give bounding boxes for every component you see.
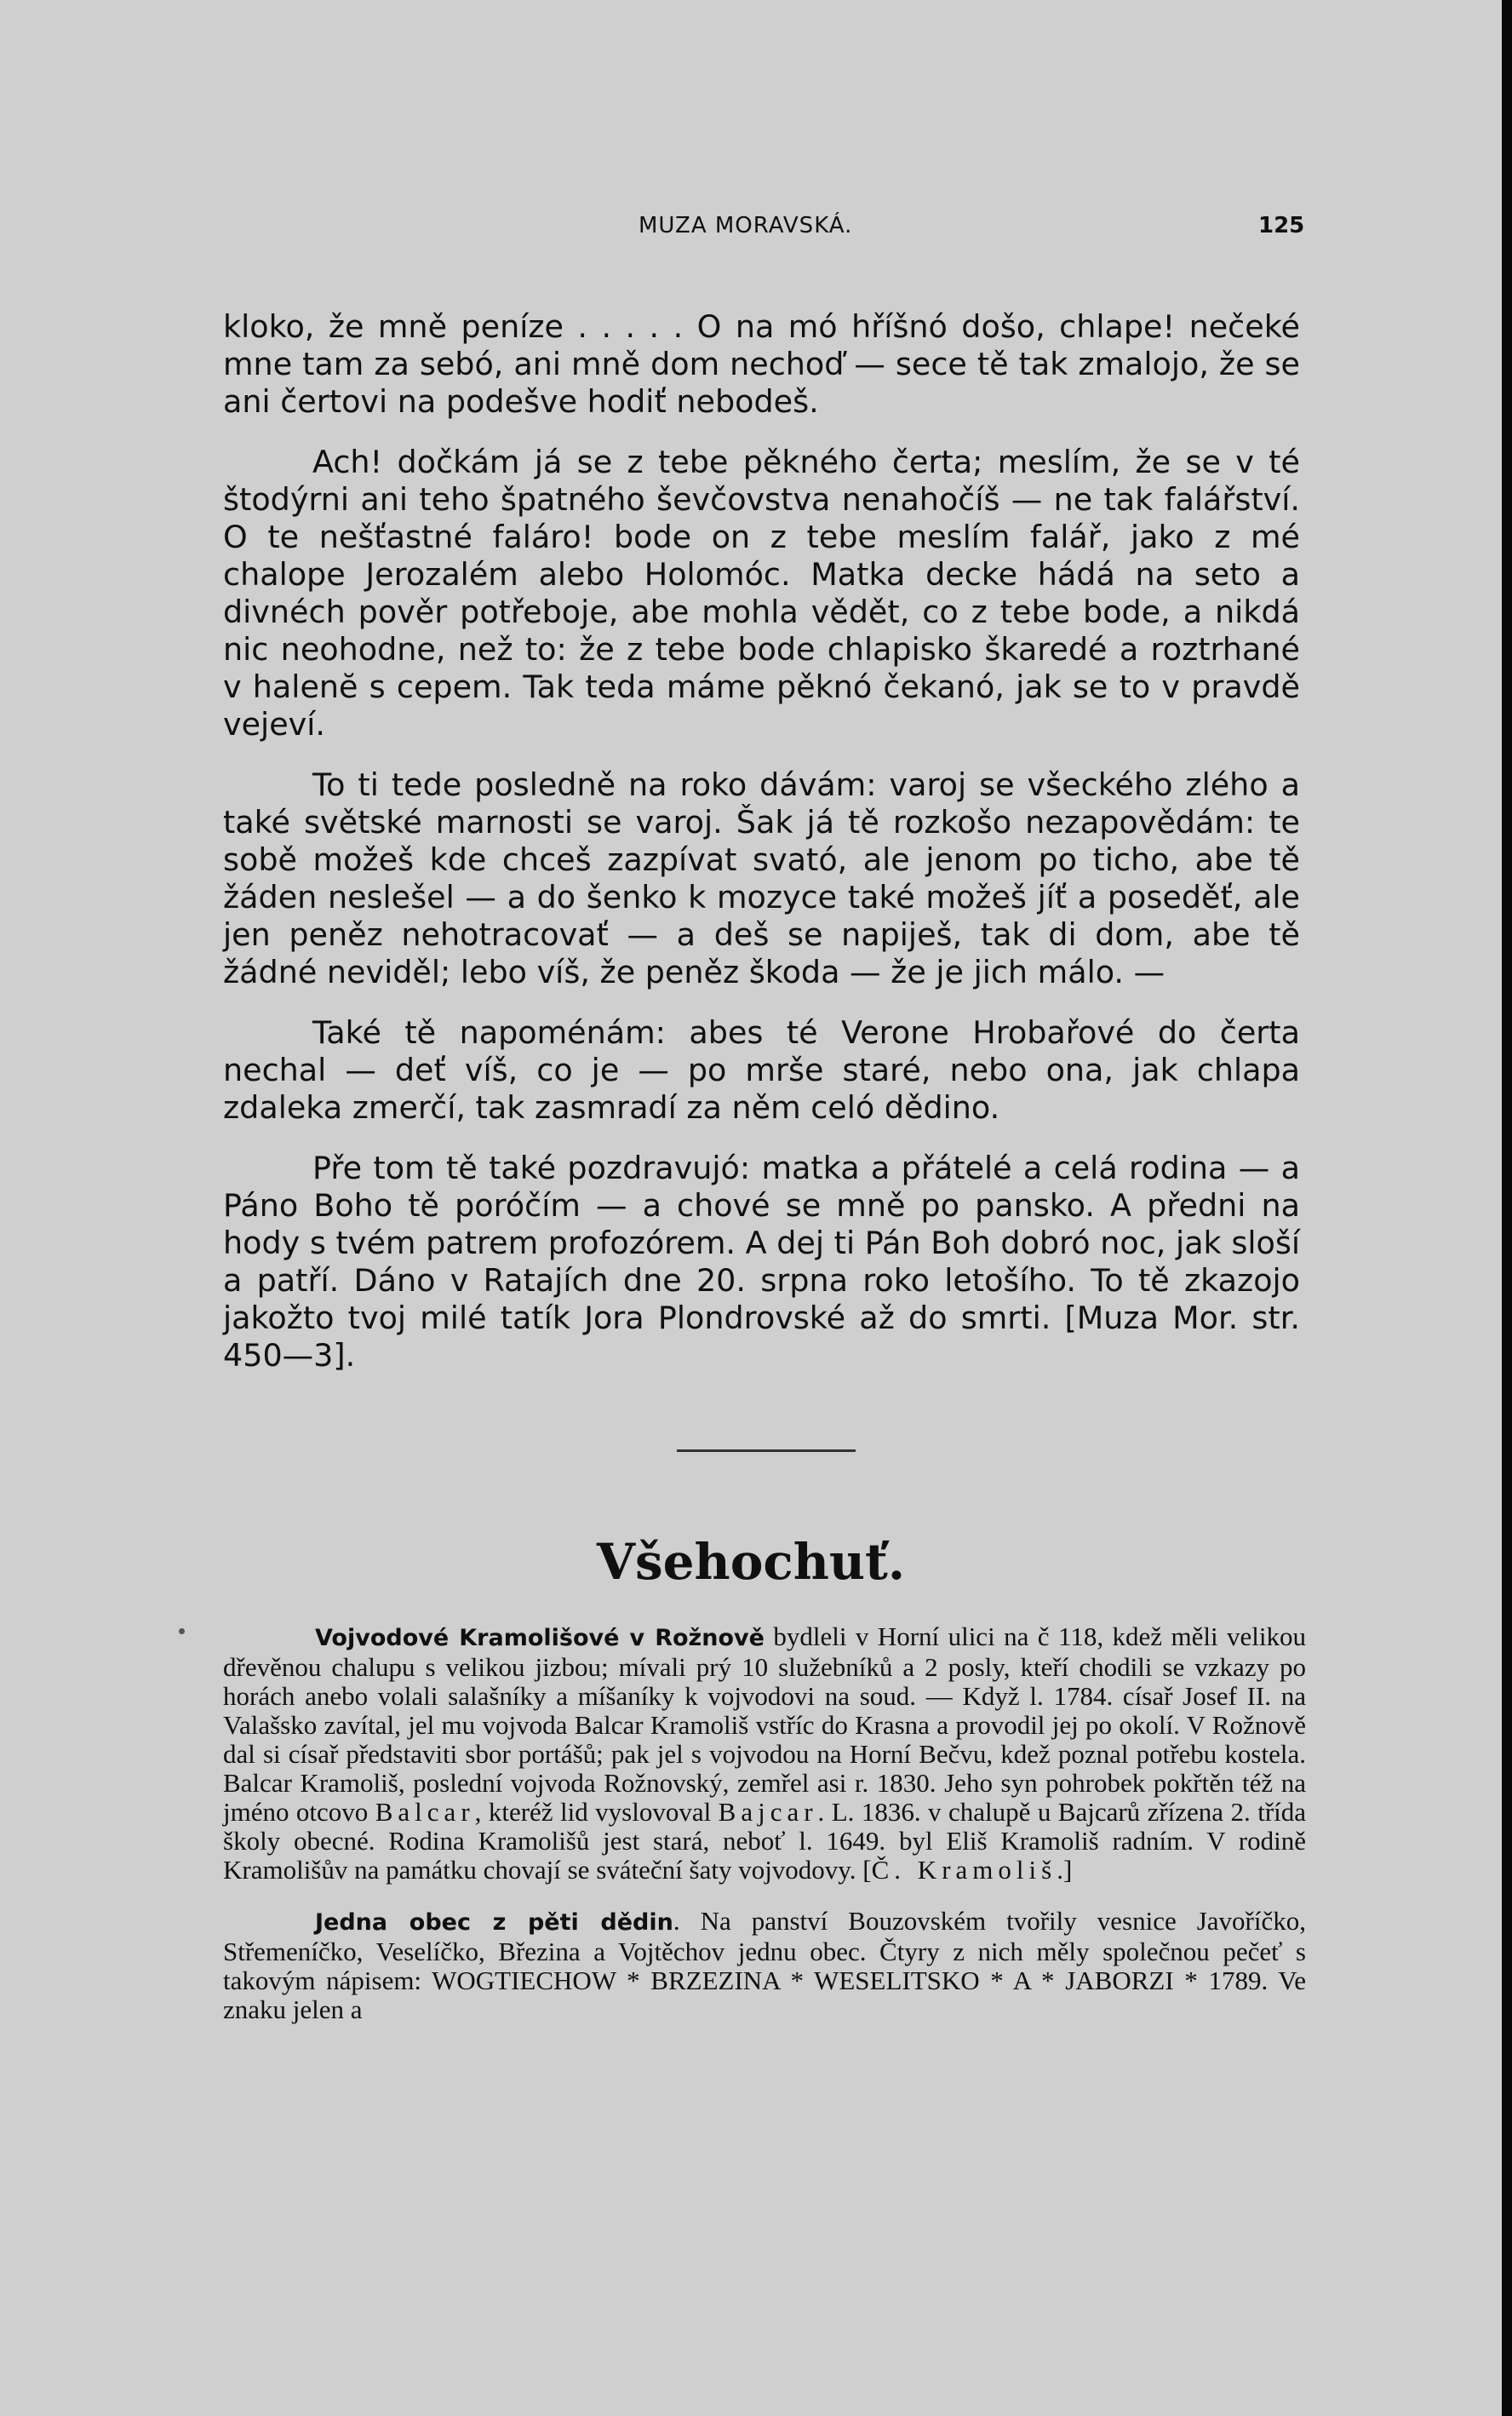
section-title: Všehochuť. — [596, 1533, 906, 1591]
note-signature: Č. Kramoliš — [871, 1855, 1057, 1885]
page-number: 125 — [1258, 213, 1305, 238]
note-name: Balcar — [375, 1797, 475, 1827]
page-edge — [1502, 0, 1512, 2416]
notes-section — [223, 1622, 1306, 2046]
letter-paragraph: Ach! dočkám já se z tebe pěkného čerta; meslím, že se v té štodýrni ani teho špatného ševčovstva nenahočíš — ne tak falářství. O te nešťastné faláro! bode on z tebe meslím falář, jako z mé chalope Jerozalém alebo Holomóc. Matka decke hádá na seto a divnéch pověr potřeboje, abe mohla vědět, co z tebe bode, a nikdá nic neohodne, než to: že z tebe bode chlapisko škaredé a roztrhané v halenĕ s cepem. Tak teda máme pěknó čekanó, jak se to v pravdě vejeví. — [223, 444, 1300, 743]
letter-paragraph: Pře tom tě také pozdravujó: matka a přátelé a celá rodina — a Páno Boho tě poróčím — a chové se mně po pansko. A předni na hody s tvém patrem profozórem. A dej ti Pán Boh dobró noc, jak sloší a patří. Dáno v Ratajích dne 20. srpna roko letošího. To tě zkazojo jakožto tvoj milé tatík Jora Plondrovské až do smrti. [Muza Mor. str. 450—3]. — [223, 1150, 1300, 1374]
note-text: , kteréž lid vyslovoval — [474, 1797, 719, 1827]
note-text: . L. 1836. v chalupě u Bajcarů zřízena 2. třída školy obecné. Rodina Kramolišů jest stará, neboť l. 1649. byl Eliš Kramoliš radním. V rodině Kramolišův na památku chovají se sváteční šaty vojvodovy. [ — [223, 1797, 1307, 1885]
note-lead: Jedna obec z pěti dědin — [315, 1909, 673, 1936]
note-text: bydleli v Horní ulici na č 118, kdež měli velikou dřevěnou chalupu s velikou jizbou; mívali prý 10 služebníků a 2 posly, kteří chodili se vzkazy po horách anebo volali salašníky a míšaníky k vojvodovi na soud. — Když l. 1784. císař Josef II. na Valašsko zavítal, jel mu vojvoda Balcar Kramoliš vstříc do Krasna a provodil jej po okolí. V Rožnově dal si císař představiti sbor portášů; pak jel s vojvodou na Horní Bečvu, kdež poznal potřebu kostela. Balcar Kramoliš, poslední vojvoda Rožnovský, zemřel asi r. 1830. Jeho syn pohrobek pokřtěn též na jméno otcovo — [223, 1621, 1306, 1827]
letter-paragraph: To ti tede posledně na roko dávám: varoj se všeckého zlého a také světské marnosti se varoj. Šak já tě rozkošo nezapovědám: te sobě možeš kde chceš zazpívat svató, ale jenom po ticho, abe tě žáden neslešel — a do šenko k mozyce také možeš jíť a poseděť, ale jen peněz nehotracovať — a deš se napiješ, tak di dom, abe tě žádné neviděl; lebo víš, že peněz škoda — že je jich málo. — — [223, 766, 1300, 990]
margin-mark — [179, 1628, 185, 1634]
running-head: MUZA MORAVSKÁ. — [639, 213, 853, 238]
section-divider — [677, 1449, 856, 1452]
note-text: .] — [1057, 1855, 1073, 1885]
note-lead: Vojvodové Kramolišové v Rožnově — [315, 1625, 765, 1651]
note-paragraph — [223, 1907, 1306, 2024]
letter-paragraph: kloko, že mně peníze . . . . . O na mó hříšnó došo, chlape! nečeké mne tam za sebó, ani mně dom nechoď — sece tě tak zmalojo, že se ani čertovi na podešve hodiť nebodeš. — [223, 308, 1300, 420]
note-name: Bajcar — [718, 1797, 818, 1827]
letter-paragraph: Také tě napoménám: abes té Verone Hrobařové do čerta nechal — deť víš, co je — po mrše staré, nebo ona, jak chlapa zdaleka zmerčí, tak zasmradí za něm celó dědino. — [223, 1014, 1300, 1126]
letter-text — [223, 308, 1300, 1397]
note-text: . Na panství Bouzovském tvořily vesnice Javoříčko, Střemeníčko, Veselíčko, Březina a Vojtěchov jednu obec. Čtyry z nich měly společnou pečeť s takovým nápisem: WOGTIECHOW * BRZEZINA * WESELITSKO * A * JABORZI * 1789. Ve znaku jelen a — [223, 1906, 1306, 2024]
note-paragraph — [223, 1622, 1306, 1885]
